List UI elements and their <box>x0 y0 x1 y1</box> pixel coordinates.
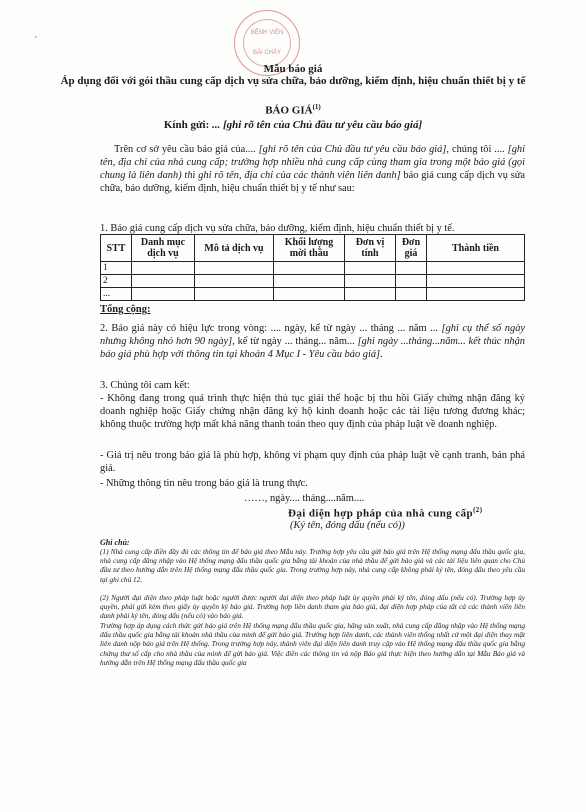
document-title-footnote: (1) <box>312 103 321 111</box>
greeting-label: Kính gửi: <box>163 119 210 131</box>
table-cell: 2 <box>101 275 132 288</box>
table-header-row <box>101 235 525 262</box>
intro-text-1: Trên cơ sở yêu cầu báo giá của.... <box>114 144 259 155</box>
column-header: Khối lượng mời thầu <box>274 235 345 262</box>
table-cell <box>132 275 195 288</box>
column-header: Thành tiền <box>427 235 525 262</box>
table-cell <box>345 288 396 301</box>
table-cell <box>132 288 195 301</box>
table-cell <box>345 275 396 288</box>
table-cell <box>427 262 525 275</box>
note-1: (1) Nhà cung cấp điền đầy đủ các thông tin để báo giá theo Mẫu này. Trường hợp yêu cầu gửi báo giá trên Hệ thống mạng đấu thầu quốc gia, nhà cung cấp đăng nhập vào Hệ thống mạng đấu thầu quốc gia bằng tài khoản của nhà thầu để gửi báo giá và các tài liệu liên quan cho Chủ đầu tư theo hướng dẫn trên Hệ thống mạng đấu thầu quốc gia. Trong trường hợp này, nhà cung cấp không phải ký tên, đóng dấu theo yêu cầu tại ghi chú 12. <box>100 547 525 584</box>
table-cell <box>274 262 345 275</box>
scan-mark: ˊ <box>34 36 38 47</box>
item-2-text-3: . <box>380 349 383 360</box>
item-2-placeholder-1: [ghi cụ thể số ngày nhưng không nhỏ hơn 90 ngày] <box>100 323 525 347</box>
table-cell <box>396 275 427 288</box>
table-cell <box>427 288 525 301</box>
notes-title: Ghi chú: <box>100 538 130 547</box>
stamp-text-top: BỆNH VIỆN <box>250 30 284 36</box>
signatory-title-text: Đại diện hợp pháp của nhà cung cấp <box>288 507 474 520</box>
stamp-inner-ring <box>243 19 291 67</box>
intro-paragraph <box>100 143 525 195</box>
note-3: Trường hợp áp dụng cách thức gửi báo giá trên Hệ thống mạng đấu thầu quốc gia, hãng sản xuất, nhà cung cấp đăng nhập vào Hệ thống mạng đấu thầu quốc gia bằng tài khoản nhà thầu của mình để gửi báo giá. Trường hợp liên danh, các thành viên thống nhất cử một đại diện thay mặt liên danh nộp báo giá trên Hệ thống. Trong trường hợp này, thành viên đại diện liên danh truy cập vào Hệ thống mạng đấu thầu quốc gia bằng chứng thư số cấp cho nhà thầu của mình để gửi báo giá. Việc điền các thông tin và nộp Báo giá thực hiện theo hướng dẫn tại Mẫu Báo giá và hướng dẫn trên Hệ thống mạng đấu thầu quốc gia <box>100 621 525 667</box>
note-2: (2) Người đại diện theo pháp luật hoặc người được người đại diện theo pháp luật ủy quyền phải ký tên, đóng dấu (nếu có). Trường hợp ủy quyền, phải gửi kèm theo giấy ủy quyền ký báo giá. Trường hợp liên danh tham gia báo giá, đại diện hợp pháp của tất cả các thành viên liên danh phải ký tên, đóng dấu (nếu có) vào báo giá. <box>100 593 525 621</box>
document-title-text: BÁO GIÁ <box>265 104 313 117</box>
commitment-2: - Giá trị nêu trong báo giá là phù hợp, không vi phạm quy định của pháp luật về cạnh tranh, bán phá giá. <box>100 450 525 474</box>
stamp-text-bottom: BÃI CHÁY <box>252 50 281 56</box>
signatory-title <box>288 506 482 520</box>
item-2-text-1: 2. Báo giá này có hiệu lực trong vòng: .... ngày, kể từ ngày ... tháng ... năm ... <box>100 323 442 334</box>
table-cell <box>195 262 274 275</box>
table-cell <box>195 275 274 288</box>
item-2 <box>100 322 525 361</box>
signatory-footnote: (2) <box>473 506 483 514</box>
item-1: 1. Báo giá cung cấp dịch vụ sửa chữa, bảo dưỡng, kiểm định, hiệu chuẩn thiết bị y tế. <box>100 223 455 234</box>
table-cell <box>274 288 345 301</box>
commitment-3: - Những thông tin nêu trong báo giá là trung thực. <box>100 478 308 489</box>
item-2-text-2: , kể từ ngày ... tháng... năm... <box>232 336 358 347</box>
table-row <box>101 275 525 288</box>
table-row <box>101 262 525 275</box>
table-row <box>101 288 525 301</box>
table-cell <box>345 262 396 275</box>
table-cell <box>274 275 345 288</box>
table-cell <box>396 288 427 301</box>
signature-instruction: (Ký tên, đóng dấu (nếu có)) <box>290 520 405 531</box>
date-line: ……, ngày.... tháng....năm.... <box>244 493 365 504</box>
column-header: Danh mục dịch vụ <box>132 235 195 262</box>
quote-table <box>100 234 525 301</box>
column-header: Mô tả dịch vụ <box>195 235 274 262</box>
intro-text-3: báo giá cung cấp dịch vụ sửa chữa, bảo dưỡng, kiểm định, hiệu chuẩn thiết bị y tế như sau: <box>100 170 525 194</box>
item-2-placeholder-2: [ghi ngày ...tháng...năm... kết thúc nhận báo giá phù hợp với thông tin tại khoản 4 Mục I - Yêu cầu báo giá] <box>100 336 526 360</box>
item-3-heading: 3. Chúng tôi cam kết: <box>100 380 190 391</box>
form-subtitle: Áp dụng đối với gói thầu cung cấp dịch vụ sửa chữa, bảo dưỡng, kiểm định, hiệu chuẩn thiết bị y tế <box>60 75 526 87</box>
column-header: Đơn vị tính <box>345 235 396 262</box>
table-cell: ... <box>101 288 132 301</box>
table-cell <box>195 288 274 301</box>
table-cell <box>427 275 525 288</box>
commitment-1: - Không đang trong quá trình thực hiện thủ tục giải thể hoặc bị thu hồi Giấy chứng nhận đăng ký doanh nghiệp hoặc Giấy chứng nhận đăng ký hộ kinh doanh hoặc các tài liệu tương đương khác; không thuộc trường hợp mất khả năng thanh toán theo quy định của pháp luật về doanh nghiệp. <box>100 393 525 430</box>
intro-placeholder-2: [ghi tên, địa chỉ của nhà cung cấp; trường hợp nhiều nhà cung cấp cùng tham gia trong một báo giá (gọi chung là liên danh) thì ghi rõ tên, địa chỉ của các thành viên liên danh] <box>100 144 525 181</box>
column-header: Đơn giá <box>396 235 427 262</box>
intro-text-2: , chúng tôi .... <box>446 144 508 155</box>
table-cell: 1 <box>101 262 132 275</box>
table-cell <box>132 262 195 275</box>
greeting-value: ... [ghi rõ tên của Chủ đầu tư yêu cầu báo giá] <box>212 119 423 131</box>
column-header: STT <box>101 235 132 262</box>
greeting <box>60 119 526 131</box>
document-title <box>60 103 526 117</box>
table-total-label: Tổng cộng: <box>100 304 151 315</box>
table-cell <box>396 262 427 275</box>
intro-placeholder-1: [ghi rõ tên của Chủ đầu tư yêu cầu báo giá] <box>258 144 447 155</box>
form-title: Mẫu báo giá <box>263 63 323 75</box>
